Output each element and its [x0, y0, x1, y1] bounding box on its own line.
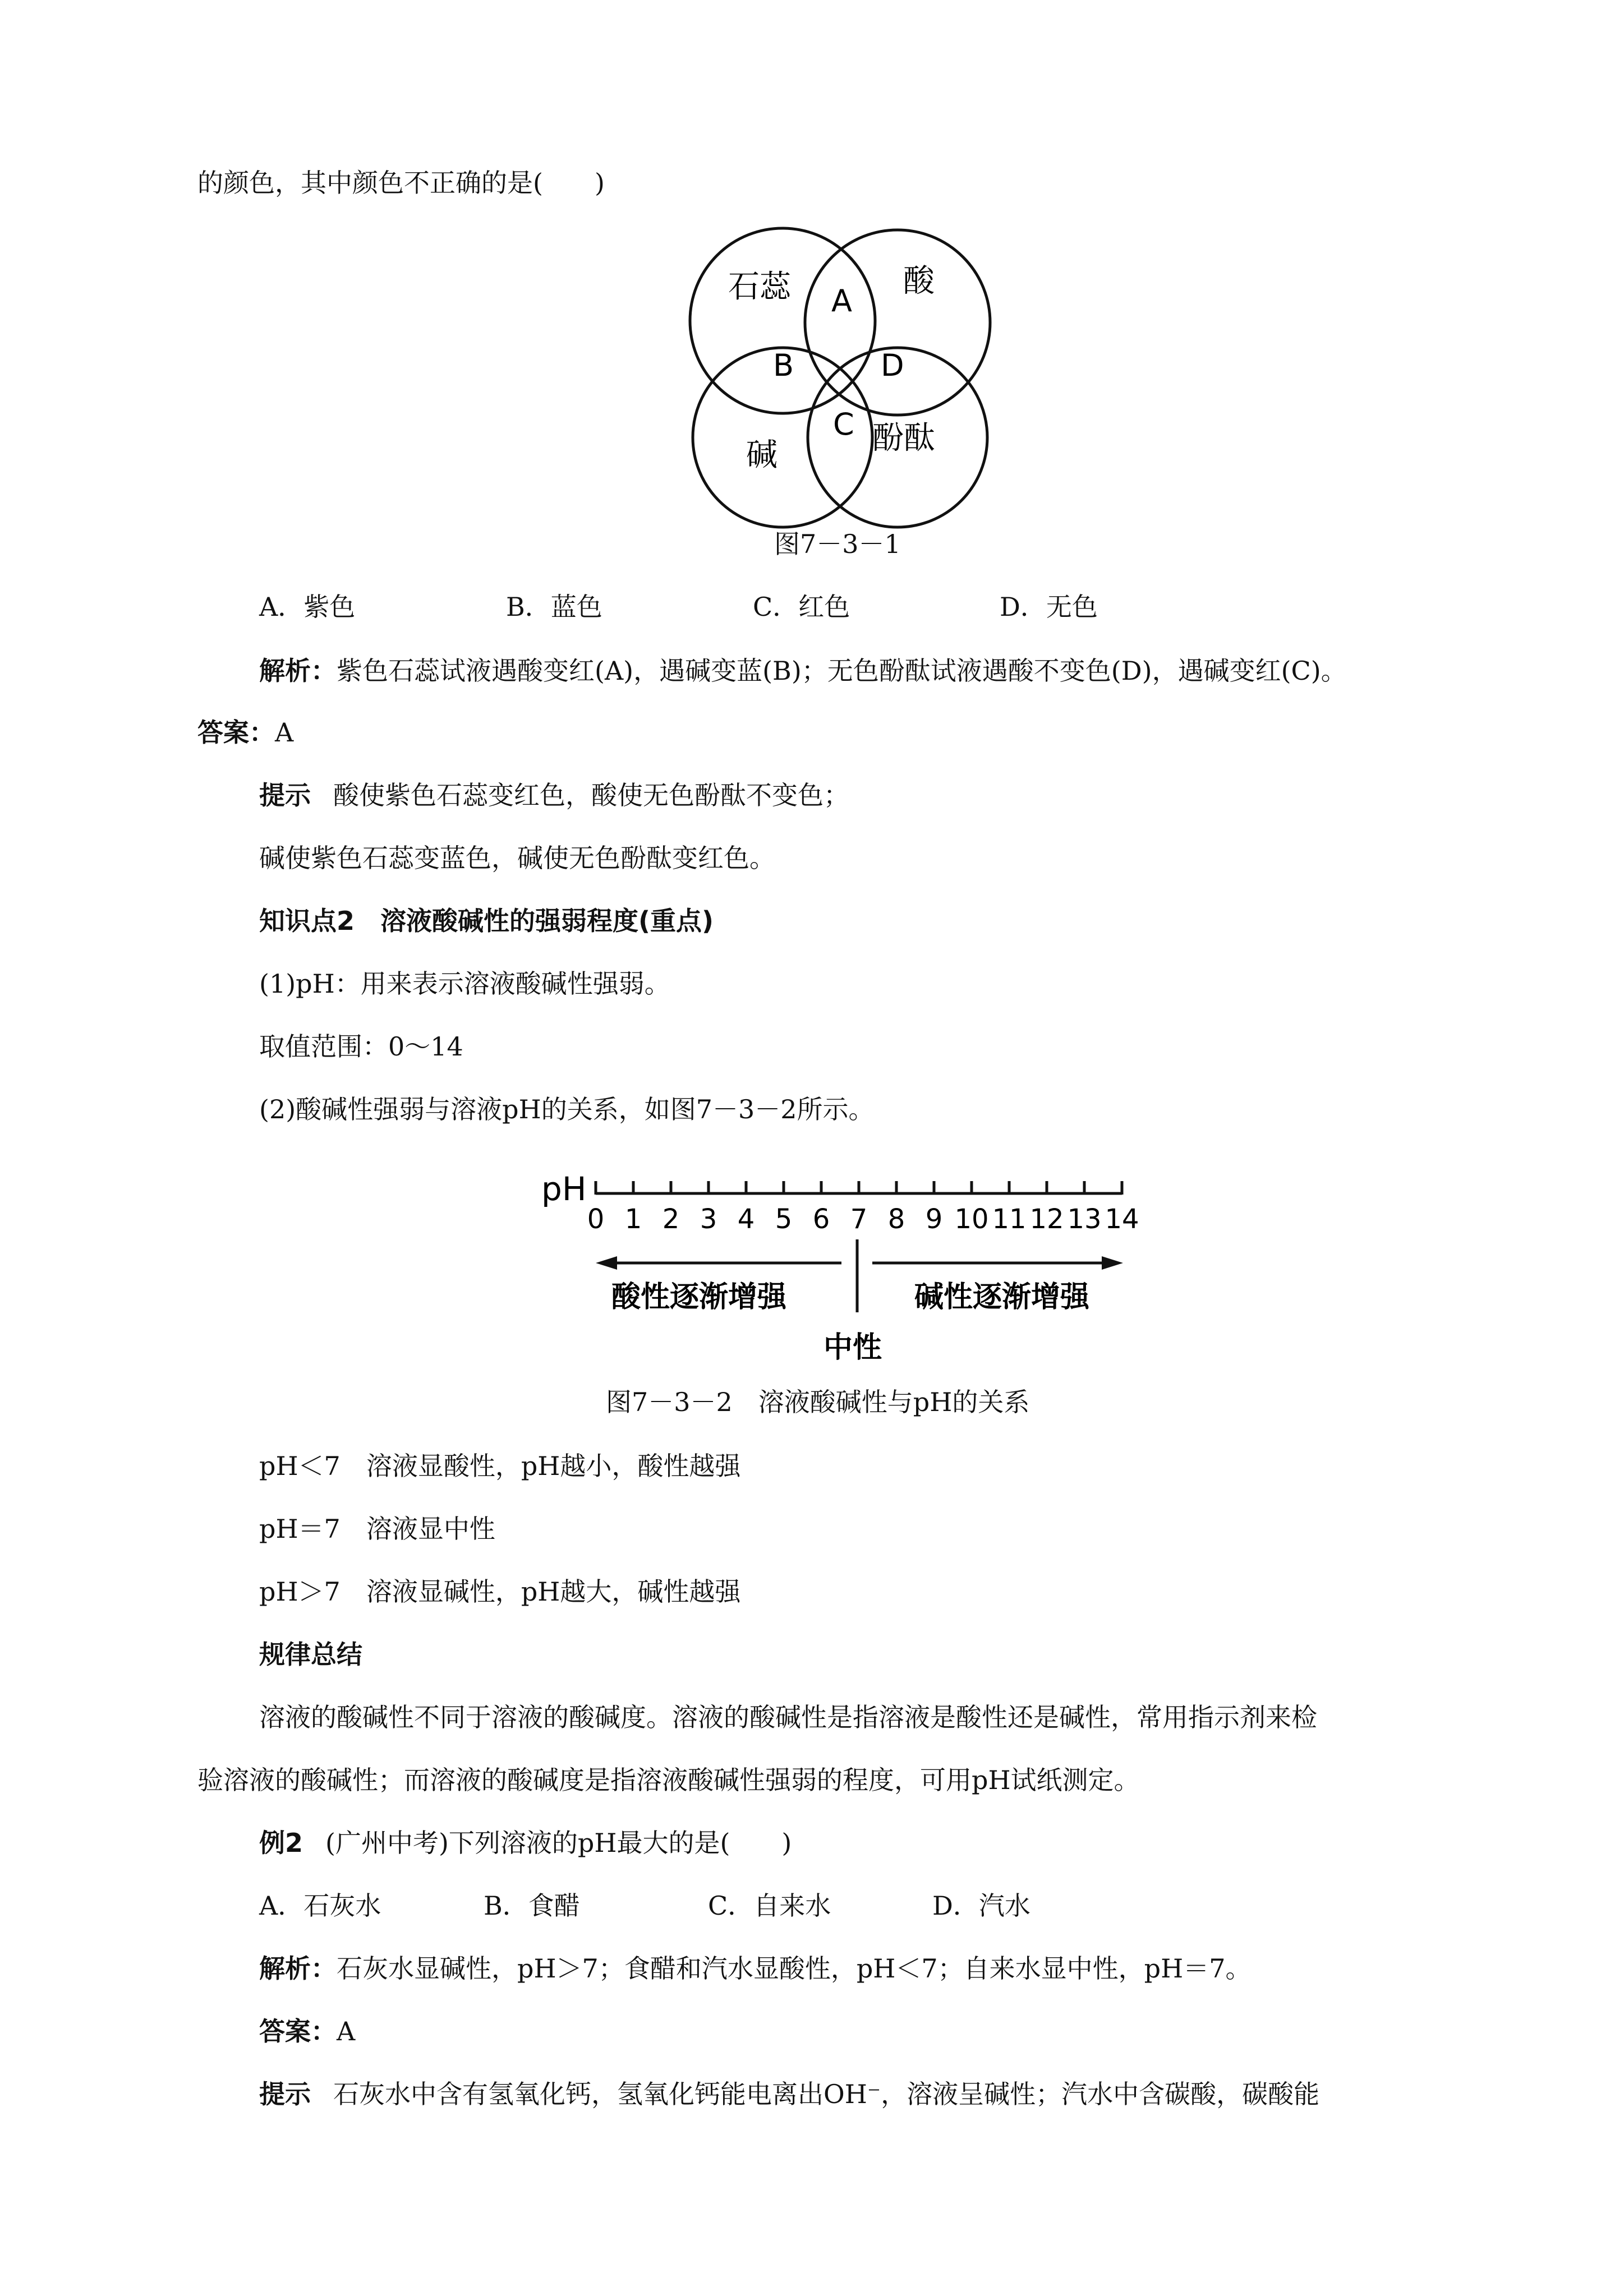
analysis-text: 紫色石蕊试液遇酸变红(A)，遇碱变蓝(B)；无色酚酞试液遇酸不变色(D)，遇碱变红(C)。	[337, 656, 1347, 686]
options-row-1	[259, 590, 1246, 624]
ph-tick-label: 10	[954, 1204, 989, 1235]
question-stem: 的颜色，其中颜色不正确的是( )	[197, 168, 605, 198]
ph-tick-label: 13	[1067, 1204, 1102, 1235]
ex-answer-label: 答案：	[259, 2016, 337, 2046]
ph-tick-label: 1	[624, 1204, 642, 1235]
label-region-a: A	[831, 283, 852, 319]
ph-tick-label: 6	[812, 1204, 830, 1235]
ex-analysis-text: 石灰水显碱性，pH＞7；食醋和汽水显酸性，pH＜7；自来水显中性，pH＝7。	[337, 1953, 1252, 1984]
example-label: 例2	[259, 1828, 303, 1858]
ph-tick-label: 3	[700, 1204, 717, 1235]
neutral-label: 中性	[823, 1331, 882, 1364]
ph-scale-diagram	[533, 1144, 1150, 1380]
rule-basic: pH＞7 溶液显碱性，pH越大，碱性越强	[259, 1576, 741, 1607]
tip-2	[259, 2077, 1319, 2111]
indicator-circles-diagram	[673, 213, 1010, 538]
ex-tip-text: 石灰水中含有氢氧化钙，氢氧化钙能电离出OH⁻，溶液呈碱性；汽水中含碳酸，碳酸能	[333, 2079, 1320, 2109]
example-2-stem	[259, 1826, 792, 1860]
analysis-2	[259, 1952, 1251, 1985]
option-c: C．红色	[753, 592, 850, 622]
options-row-2	[259, 1889, 1157, 1922]
ph-tick-label: 14	[1105, 1204, 1139, 1235]
rule-acidic: pH＜7 溶液显酸性，pH越小，酸性越强	[259, 1451, 741, 1481]
answer-1	[197, 716, 293, 749]
example-stem: (广州中考)下列溶液的pH最大的是( )	[325, 1828, 792, 1858]
tip-1	[259, 778, 849, 812]
ph-tick-label: 11	[992, 1204, 1027, 1235]
ex-analysis-label: 解析：	[259, 1953, 337, 1984]
label-region-b: B	[773, 348, 794, 383]
label-region-d: D	[881, 348, 904, 383]
acid-circle	[805, 230, 990, 415]
ph-tick-label: 4	[737, 1204, 755, 1235]
tip-label: 提示	[259, 780, 311, 810]
ex-answer-value: A	[337, 2016, 356, 2046]
ph-label: pH	[541, 1170, 587, 1208]
ex-option-d: D．汽水	[932, 1891, 1030, 1921]
ph-tick-label: 0	[587, 1204, 605, 1235]
base-label: 碱性逐渐增强	[914, 1280, 1090, 1314]
ex-tip-label: 提示	[259, 2079, 311, 2109]
analysis-1	[259, 654, 1347, 688]
tip-1-line2: 碱使紫色石蕊变蓝色，碱使无色酚酞变红色。	[259, 843, 775, 873]
ph-tick-label: 9	[925, 1204, 943, 1235]
label-base: 碱	[746, 437, 778, 473]
tip-text-1: 酸使紫色石蕊变红色，酸使无色酚酞不变色；	[333, 780, 849, 810]
figure-caption-2: 图7－3－2 溶液酸碱性与pH的关系	[606, 1387, 1030, 1417]
summary-title: 规律总结	[259, 1639, 362, 1670]
answer-value: A	[275, 717, 294, 748]
ex-option-b: B．食醋	[484, 1891, 580, 1921]
option-d: D．无色	[1000, 592, 1098, 622]
kp2-p3: (2)酸碱性强弱与溶液pH的关系，如图7－3－2所示。	[259, 1094, 875, 1124]
answer-label: 答案：	[197, 717, 275, 748]
label-acid: 酸	[903, 263, 935, 299]
ph-tick-label: 5	[775, 1204, 793, 1235]
figure-caption-1: 图7－3－1	[774, 529, 901, 559]
summary-line-2: 验溶液的酸碱性；而溶液的酸碱度是指溶液酸碱性强弱的程度，可用pH试纸测定。	[197, 1765, 1140, 1795]
label-region-c: C	[833, 407, 854, 442]
option-a: A．紫色	[259, 592, 356, 622]
section-title-kp2: 知识点2 溶液酸碱性的强弱程度(重点)	[259, 906, 714, 936]
kp2-p2: 取值范围：0～14	[259, 1031, 463, 1062]
acid-label: 酸性逐渐增强	[611, 1280, 787, 1314]
summary-line-1: 溶液的酸碱性不同于溶液的酸碱度。溶液的酸碱性是指溶液是酸性还是碱性，常用指示剂来检	[259, 1702, 1317, 1732]
ph-tick-label: 12	[1029, 1204, 1064, 1235]
ph-tick-label: 8	[887, 1204, 905, 1235]
answer-2	[259, 2014, 355, 2048]
label-phenol: 酚酞	[872, 420, 935, 457]
option-b: B．蓝色	[506, 592, 602, 622]
ex-option-a: A．石灰水	[259, 1891, 381, 1921]
rule-neutral: pH＝7 溶液显中性	[259, 1514, 495, 1544]
ph-tick-label: 7	[850, 1204, 868, 1235]
label-litmus: 石蕊	[728, 269, 791, 305]
analysis-label: 解析：	[259, 656, 337, 686]
litmus-circle	[690, 228, 875, 413]
ph-tick-label: 2	[662, 1204, 680, 1235]
ex-option-c: C．自来水	[708, 1891, 831, 1921]
kp2-p1: (1)pH：用来表示溶液酸碱性强弱。	[259, 969, 670, 999]
